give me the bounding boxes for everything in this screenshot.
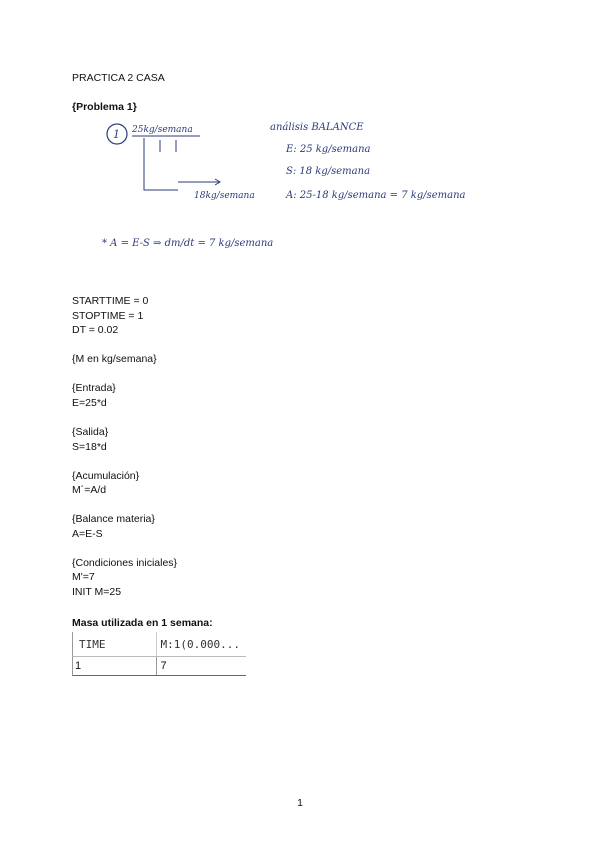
table-header-row (72, 632, 246, 656)
code-line: M'=7 (72, 571, 95, 584)
document-title: PRACTICA 2 CASA (72, 72, 165, 84)
handwritten-notes-image (90, 112, 510, 282)
code-line: INIT M=25 (72, 586, 122, 598)
code-line: STARTTIME = 0 (72, 295, 149, 307)
code-line: M´=A/d (72, 484, 107, 497)
result-table (72, 632, 246, 676)
code-line: {Entrada} (72, 382, 116, 395)
code-line: STOPTIME = 1 (72, 309, 144, 322)
handwritten-s-line: S: 18 kg/semana (286, 166, 371, 177)
code-line: E=25*d (72, 396, 107, 409)
code-line: S=18*d (72, 440, 107, 453)
table-header-m: M:1(0.000... (160, 637, 241, 651)
code-line: A=E-S (72, 527, 103, 540)
handwritten-bottom-equation: * A = E-S ⇒ dm/dt = 7 kg/semana (102, 238, 274, 249)
code-line: {Salida} (72, 425, 109, 438)
handwritten-circle-number: 1 (113, 128, 120, 141)
handwritten-outflow-label: 18kg/semana (194, 191, 255, 201)
result-heading: Masa utilizada en 1 semana: (72, 617, 213, 629)
code-line: {M en kg/semana} (72, 353, 157, 366)
handwritten-analysis-title: análisis BALANCE (270, 122, 364, 133)
handwritten-e-line: E: 25 kg/semana (286, 144, 371, 155)
table-cell-m: 7 (160, 660, 167, 672)
code-line: DT = 0.02 (72, 324, 119, 337)
code-line: {Balance materia} (72, 513, 155, 526)
code-line: {Acumulación} (72, 469, 140, 482)
code-line: {Condiciones iniciales} (72, 556, 178, 569)
table-row (72, 656, 246, 676)
handwritten-a-line: A: 25-18 kg/semana = 7 kg/semana (286, 190, 466, 201)
problem-heading: {Problema 1} (72, 101, 137, 113)
handwritten-inflow-label: 25kg/semana (132, 125, 193, 135)
table-cell-time: 1 (73, 657, 157, 675)
page-number: 1 (297, 797, 303, 809)
table-header-time: TIME (73, 632, 157, 656)
